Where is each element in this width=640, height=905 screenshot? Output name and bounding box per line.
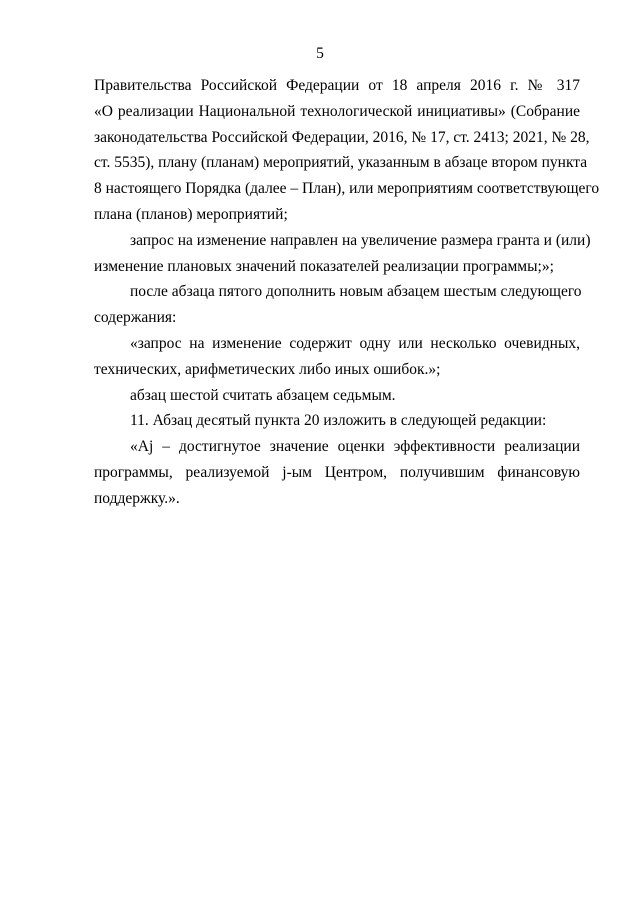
text-line: содержания: [94, 309, 177, 327]
text-line: Правительства Российской Федерации от 18 апреля 2016 г. № 317 [94, 77, 580, 94]
paragraph-6 [94, 408, 580, 434]
document-body [94, 73, 600, 512]
text-line: поддержку.». [94, 489, 180, 507]
text-line: после абзаца пятого дополнить новым абзацем шестым следующего [130, 283, 582, 301]
text-line: законодательства Российской Федерации, 2016, № 17, ст. 2413; 2021, № 28, [94, 128, 590, 146]
paragraph-4 [94, 331, 580, 383]
text-line: 8 настоящего Порядка (далее – План), или мероприятиям соответствующего [94, 180, 600, 198]
text-line: технических, арифметических либо иных ошибок.»; [94, 360, 441, 378]
paragraph-7 [94, 434, 580, 511]
text-line: ст. 5535), плану (планам) мероприятий, указанным в абзаце втором пункта [94, 154, 588, 172]
text-line: программы, реализуемой j-ым Центром, получившим финансовую [94, 463, 580, 481]
text-line: «О реализации Национальной технологической инициативы» (Собрание [94, 102, 580, 120]
text-line: плана (планов) мероприятий; [94, 205, 288, 223]
paragraph-1 [94, 73, 600, 228]
text-line: запрос на изменение направлен на увеличение размера гранта и (или) [130, 231, 591, 249]
paragraph-5 [94, 383, 580, 409]
text-line: абзац шестой считать абзацем седьмым. [130, 386, 396, 404]
text-line: «Aj – достигнутое значение оценки эффективности реализации [130, 438, 580, 456]
text-line: изменение плановых значений показателей реализации программы;»; [94, 257, 554, 275]
paragraph-2 [94, 228, 591, 280]
paragraph-3 [94, 279, 580, 331]
text-line: «запрос на изменение содержит одну или несколько очевидных, [130, 334, 580, 352]
text-line: 11. Абзац десятый пункта 20 изложить в следующей редакции: [130, 412, 547, 430]
page-number: 5 [316, 45, 324, 62]
